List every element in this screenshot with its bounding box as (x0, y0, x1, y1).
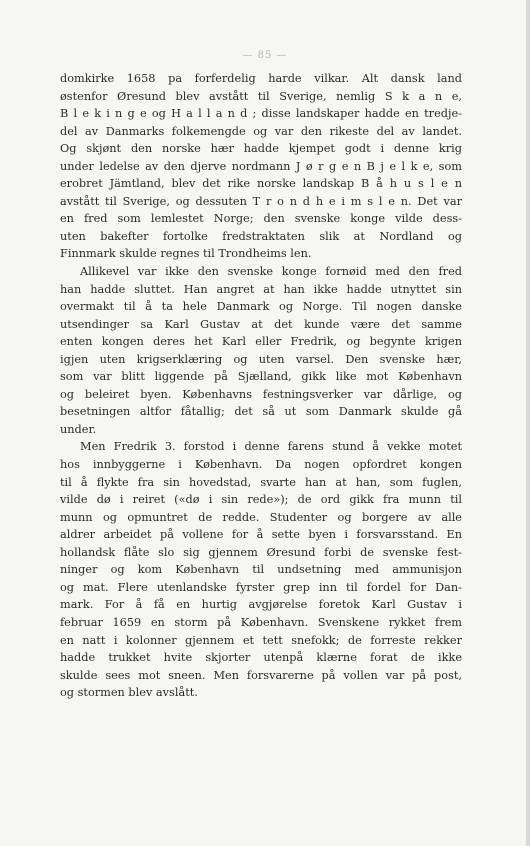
text-line: februar 1659 en storm på København. Svenskene rykket frem (60, 615, 462, 629)
text-line: enten kongen deres het Karl eller Fredrik, og begynte krigen (60, 335, 462, 349)
text-line: en fred som lemlestet Norge; den svenske konge vilde dess- (60, 212, 462, 226)
text-line: utsendinger sa Karl Gustav at det kunde være det samme (60, 317, 462, 331)
text-line: en natt i kolonner gjennem et tett snefokk; de forreste rekker (60, 633, 462, 647)
text-line: hos innbyggerne i København. Da nogen opfordret kongen (60, 458, 462, 472)
text-line: avstått til Sverige, og dessuten T r o n d h e i m s l e n. Det var (60, 194, 462, 208)
text-line: han hadde sluttet. Han angret at han ikke hadde utnyttet sin (60, 282, 462, 296)
body-text (60, 70, 462, 702)
text-line: B l e k i n g e og H a l l a n d ; disse landskaper hadde en tredje- (60, 107, 462, 121)
text-line: og stormen blev avslått. (60, 686, 198, 700)
text-line: hadde trukket hvite skjorter utenpå klærne forat de ikke (60, 651, 462, 665)
text-line: under ledelse av den djerve nordmann J ø r g e n B j e l k e, som (60, 159, 462, 173)
text-line: munn og opmuntret de redde. Studenter og borgere av alle (60, 510, 462, 524)
page-edge (526, 0, 530, 846)
text-line: Finnmark skulde regnes til Trondheims len. (60, 247, 312, 261)
text-line: ninger og kom København til undsetning med ammunisjon (60, 563, 462, 577)
text-line: domkirke 1658 pa forferdelig harde vilkar. Alt dansk land (60, 72, 462, 85)
text-line: del av Danmarks folkemengde og var den rikeste del av landet. (60, 124, 462, 138)
text-line: Men Fredrik 3. forstod i denne farens stund å vekke motet (80, 440, 462, 454)
text-line: aldrer arbeidet på vollene for å sette byen i forsvarsstand. En (60, 528, 462, 542)
text-line: erobret Jämtland, blev det rike norske landskap B å h u s l e n (60, 177, 462, 191)
text-line: og mat. Flere utenlandske fyrster grep inn til fordel for Dan- (60, 580, 462, 594)
text-line: besetningen altfor fåtallig; det så ut som Danmark skulde gå (60, 405, 462, 419)
text-line: og beleiret byen. Københavns festningsverker var dårlige, og (60, 387, 462, 401)
text-line: uten bakefter fortolke fredstraktaten slik at Nordland og (60, 229, 462, 243)
text-line: skulde sees mot sneen. Men forsvarerne på vollen var på post, (60, 668, 462, 682)
paragraph (60, 263, 462, 438)
text-line: hollandsk flåte slo sig gjennem Øresund forbi de svenske fest- (60, 545, 462, 559)
text-line: som var blitt liggende på Sjælland, gikk like mot København (60, 370, 462, 384)
text-line: til å flykte fra sin hovedstad, svarte han at han, som fuglen, (60, 475, 462, 489)
paragraph (60, 438, 462, 701)
text-line: Allikevel var ikke den svenske konge fornøid med den fred (80, 265, 462, 279)
text-line: østenfor Øresund blev avstått til Sverige, nemlig S k a n e, (60, 89, 462, 103)
text-line: igjen uten krigserklæring og uten varsel. Den svenske hær, (60, 352, 462, 366)
page-number: — 85 — (242, 50, 288, 61)
text-line: under. (60, 422, 97, 436)
text-line: mark. For å få en hurtig avgjørelse foretok Karl Gustav i (60, 598, 462, 612)
text-line: Og skjønt den norske hær hadde kjempet godt i denne krig (60, 142, 462, 156)
text-line: overmakt til å ta hele Danmark og Norge. Til nogen danske (60, 300, 462, 314)
paragraph (60, 70, 462, 263)
text-line: vilde dø i reiret («dø i sin rede»); de ord gikk fra munn til (60, 493, 462, 507)
